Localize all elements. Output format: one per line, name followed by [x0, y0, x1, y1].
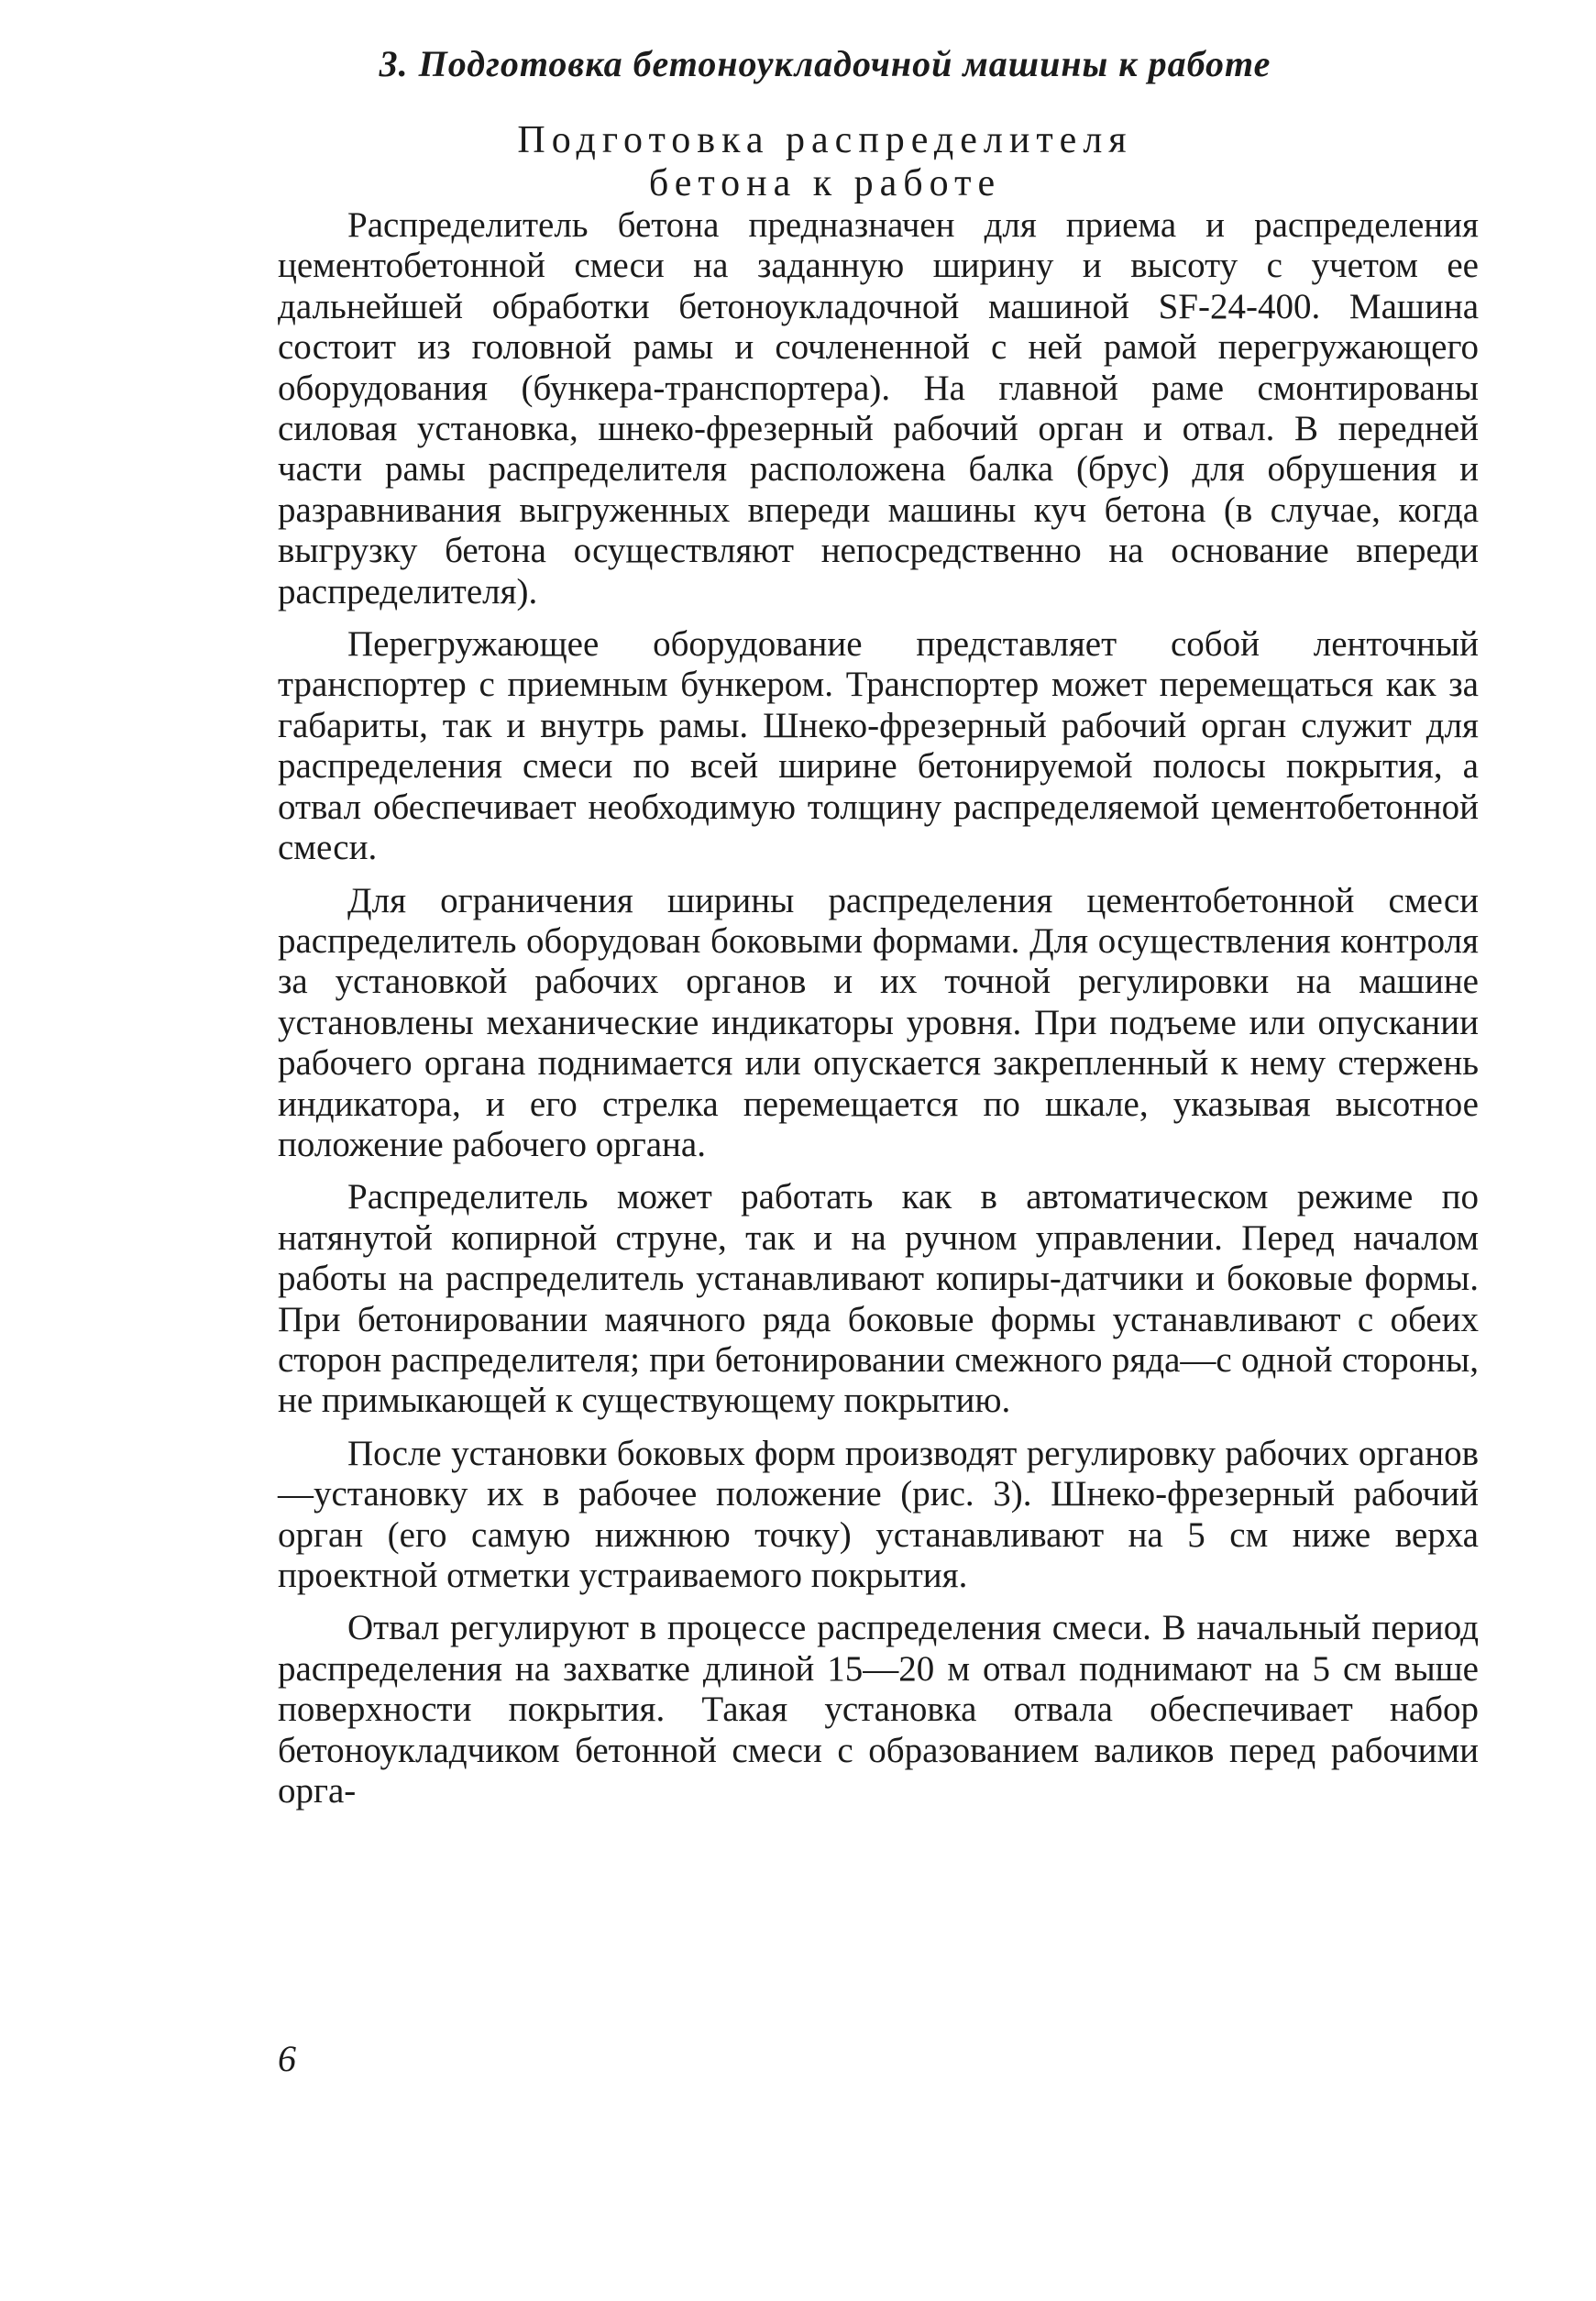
subsection-heading-line-2: бетона к работе	[648, 162, 1002, 204]
paragraph-4: Распределитель может работать как в автоматическом режиме по натянутой копирной струне, так и на ручном управлении. Перед началом работы на распределитель устанавливают копиры-датчики и боковые формы. При бетонировании маячного ряда боковые формы устанавливают с обеих сторон распределителя; при бетонировании смежного ряда—с одной стороны, не примыкающей к существующему покрытию.	[278, 1177, 1479, 1421]
paragraph-1: Распределитель бетона предназначен для приема и распределения цементобетонной смеси на заданную ширину и высоту с учетом ее дальнейшей обработки бетоноукладочной машиной SF-24-400. Машина состоит из головной рамы и сочлененной с ней рамой перегружающего оборудования (бункера-транспортера). На главной раме смонтированы силовая установка, шнеко-фрезерный рабочий орган и отвал. В передней части рамы распределителя расположена балка (брус) для обрушения и разравнивания выгруженных впереди машины куч бетона (в случае, когда выгрузку бетона осуществляют непосредственно на основание впереди распределителя).	[278, 205, 1479, 611]
paragraph-5: После установки боковых форм производят регулировку рабочих органов—установку их в рабочее положение (рис. 3). Шнеко-фрезерный рабочий орган (его самую нижнюю точку) устанавливают на 5 см ниже верха проектной отметки устраиваемого покрытия.	[278, 1433, 1479, 1595]
page-number: 6	[278, 2038, 296, 2079]
subsection-heading-line-1: Подготовка распределителя	[517, 119, 1133, 161]
paragraph-6: Отвал регулируют в процессе распределения смеси. В начальный период распределения на захватке длиной 15—20 м отвал поднимают на 5 см выше поверхности покрытия. Такая установка отвала обеспечивает набор бетоноукладчиком бетонной смеси с образованием валиков перед рабочими орга-	[278, 1608, 1479, 1811]
paragraph-2: Перегружающее оборудование представляет собой ленточный транспортер с приемным бункером. Транспортер может перемещаться как за габариты, так и внутрь рамы. Шнеко-фрезерный рабочий орган служит для распределения смеси по всей ширине бетонируемой полосы покрытия, а отвал обеспечивает необходимую толщину распределяемой цементобетонной смеси.	[278, 624, 1479, 868]
subsection-heading	[275, 119, 1375, 205]
section-heading: 3. Подготовка бетоноукладочной машины к работе	[379, 43, 1271, 84]
body-text	[278, 205, 1479, 1823]
paragraph-3: Для ограничения ширины распределения цементобетонной смеси распределитель оборудован боковыми формами. Для осуществления контроля за установкой рабочих органов и их точной регулировки на машине установлены механические индикаторы уровня. При подъеме или опускании рабочего органа поднимается или опускается закрепленный к нему стержень индикатора, и его стрелка перемещается по шкале, указывая высотное положение рабочего органа.	[278, 880, 1479, 1164]
